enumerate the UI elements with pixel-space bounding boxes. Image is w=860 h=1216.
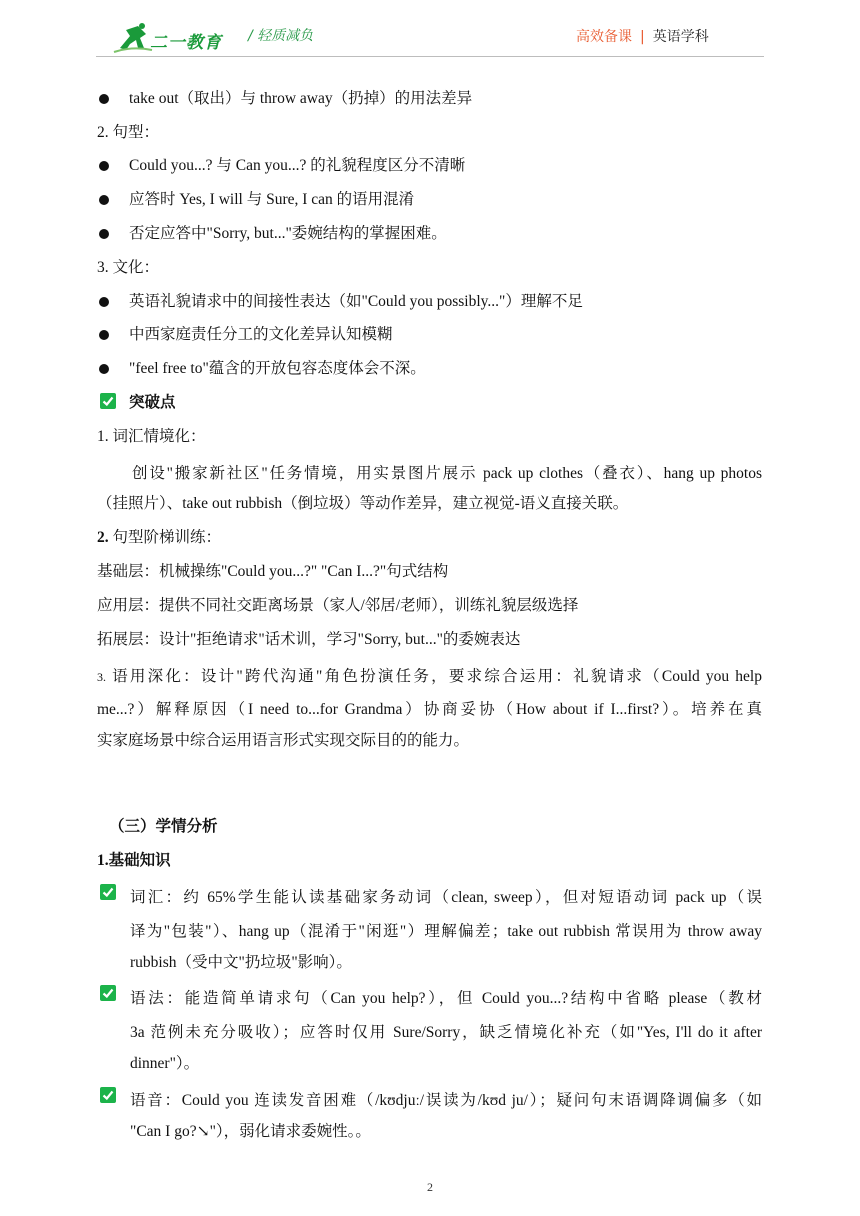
section-number: 2. bbox=[97, 529, 109, 546]
section-heading: 1. 词汇情境化： bbox=[97, 428, 206, 445]
header-tag-prep: 高效备课 bbox=[576, 29, 632, 45]
paragraph-line: 词汇：约 65%学生能认读基础家务动词（clean, sweep），但对短语动词 pack up（误 bbox=[130, 889, 762, 906]
paragraph-line: 创设"搬家新社区"任务情境，用实景图片展示 pack up clothes（叠衣）、hang up photos bbox=[132, 465, 762, 482]
section-number: 3. bbox=[97, 670, 106, 684]
paragraph-line: rubbish（受中文"扔垃圾"影响）。 bbox=[130, 954, 352, 971]
list-item: 否定应答中"Sorry, but..."委婉结构的掌握困难。 bbox=[129, 225, 447, 242]
subsection-title: 1.基础知识 bbox=[97, 852, 171, 869]
section-heading bbox=[97, 528, 221, 548]
paragraph-line: （挂照片）、take out rubbish（倒垃圾）等动作差异，建立视觉-语义直接关联。 bbox=[97, 495, 629, 512]
list-item: "feel free to"蕴含的开放包容态度体会不深。 bbox=[129, 360, 426, 377]
paragraph-line bbox=[97, 664, 762, 686]
paragraph-line: 语音：Could you 连读发音困难（/kʊdjuː/误读为/kʊd ju/）；疑问句末语调降调偏多（如 bbox=[130, 1092, 762, 1109]
header-divider bbox=[96, 56, 764, 57]
bullet-icon bbox=[99, 161, 109, 171]
breakthrough-heading: 突破点 bbox=[129, 394, 176, 411]
section-heading: 2. 句型： bbox=[97, 124, 160, 141]
paragraph-line: 应用层：提供不同社交距离场景（家人/邻居/老师），训练礼貌层级选择 bbox=[97, 597, 579, 614]
paragraph-line: 拓展层：设计"拒绝请求"话术训，学习"Sorry, but..."的委婉表达 bbox=[97, 631, 521, 648]
header-tag-subject: 英语学科 bbox=[652, 29, 709, 45]
paragraph-line: dinner"）。 bbox=[130, 1055, 200, 1072]
checkbox-icon bbox=[100, 985, 116, 1001]
list-item: 应答时 Yes, I will 与 Sure, I can 的语用混淆 bbox=[129, 191, 415, 208]
list-item: take out（取出）与 throw away（扔掉）的用法差异 bbox=[129, 90, 473, 107]
page-header bbox=[0, 0, 860, 62]
section-heading: 3. 文化： bbox=[97, 259, 160, 276]
bullet-icon bbox=[99, 195, 109, 205]
section-title: 句型阶梯训练： bbox=[108, 529, 222, 546]
header-subject bbox=[576, 26, 709, 46]
checkbox-icon bbox=[100, 884, 116, 900]
section-title: （三）学情分析 bbox=[109, 818, 218, 835]
bullet-icon bbox=[99, 297, 109, 307]
paragraph-line: 基础层：机械操练"Could you...?" "Can I...?"句式结构 bbox=[97, 563, 449, 580]
bullet-icon bbox=[99, 330, 109, 340]
header-separator: | bbox=[640, 29, 645, 45]
list-item: Could you...? 与 Can you...? 的礼貌程度区分不清晰 bbox=[129, 157, 466, 174]
paragraph-line: "Can I go?↘"），弱化请求委婉性。。 bbox=[130, 1123, 371, 1140]
paragraph-line: 语法：能造简单请求句（Can you help?），但 Could you...?结构中省略 please（教材 bbox=[130, 990, 762, 1007]
list-item: 英语礼貌请求中的间接性表达（如"Could you possibly..."）理解不足 bbox=[129, 293, 583, 310]
header-slogan: / 轻质减负 bbox=[248, 28, 314, 44]
section-title: 语用深化：设计"跨代沟通"角色扮演任务，要求综合运用：礼貌请求（Could you help bbox=[106, 668, 762, 685]
paragraph-line: 3a 范例未充分吸收）；应答时仅用 Sure/Sorry，缺乏情境化补充（如"Yes, I'll do it after bbox=[130, 1024, 762, 1041]
paragraph-line: 译为"包装"）、hang up（混淆于"闲逛"）理解偏差；take out rubbish 常误用为 throw away bbox=[130, 923, 762, 940]
paragraph-line: 实家庭场景中综合运用语言形式实现交际目的的能力。 bbox=[97, 732, 470, 749]
bullet-icon bbox=[99, 364, 109, 374]
bullet-icon bbox=[99, 229, 109, 239]
paragraph-line: me...?）解释原因（I need to...for Grandma）协商妥协（How about if I...first?）。培养在真 bbox=[97, 701, 762, 718]
page-number: 2 bbox=[427, 1180, 433, 1194]
checkbox-icon bbox=[100, 1087, 116, 1103]
bullet-icon bbox=[99, 94, 109, 104]
logo-text: 二一教育 bbox=[150, 33, 222, 53]
list-item: 中西家庭责任分工的文化差异认知模糊 bbox=[129, 326, 393, 343]
checkbox-icon bbox=[100, 393, 116, 409]
